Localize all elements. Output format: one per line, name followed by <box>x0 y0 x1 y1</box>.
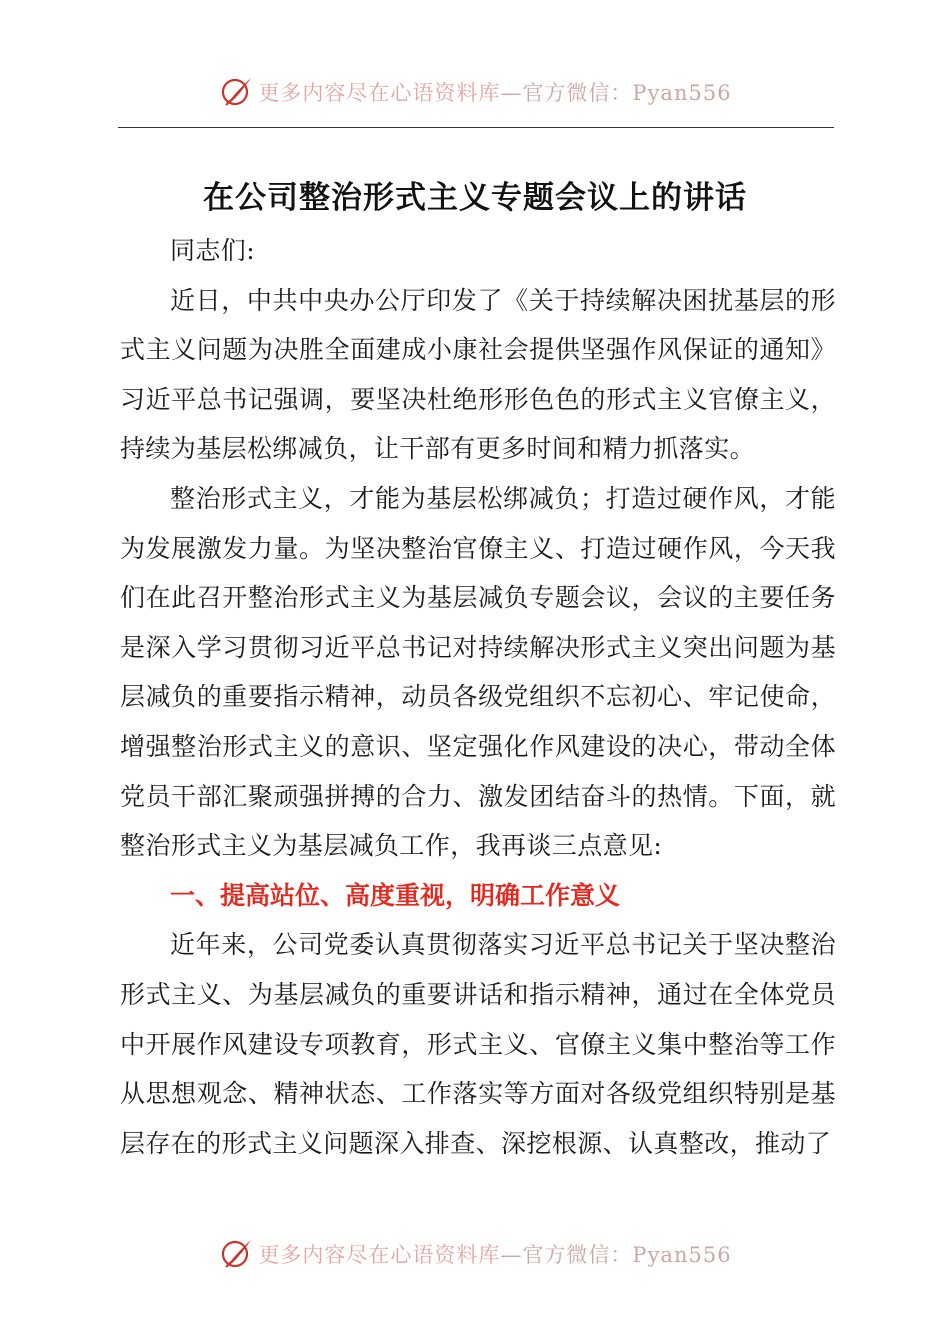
header-banner <box>0 70 950 114</box>
header-banner-text <box>258 77 731 107</box>
footer-banner <box>0 1232 950 1276</box>
feather-pen-logo-icon <box>218 74 254 110</box>
paragraph-1: 近日，中共中央办公厅印发了《关于持续解决困扰基层的形式主义问题为决胜全面建成小康社会提供坚强作风保证的通知》习近平总书记强调，要坚决杜绝形形色色的形式主义官僚主义，持续为基层松绑减负，让干部有更多时间和精力抓落实。 <box>120 285 836 464</box>
paragraph-2: 整治形式主义，才能为基层松绑减负；打造过硬作风，才能为发展激发力量。为坚决整治官僚主义、打造过硬作风，今天我们在此召开整治形式主义为基层减负专题会议，会议的主要任务是深入学习贯彻习近平总书记对持续解决形式主义突出问题为基层减负的重要指示精神，动员各级党组织不忘初心、牢记使命，增强整治形式主义的意识、坚定强化作风建设的决心，带动全体党员干部汇聚顽强拼搏的合力、激发团结奋斗的热情。下面，就整治形式主义为基层减负工作，我再谈三点意见: <box>120 483 836 861</box>
header-banner-lead: 更多内容尽在心语资料库 <box>258 81 501 105</box>
document-title: 在公司整治形式主义专题会议上的讲话 <box>203 180 747 216</box>
paragraph-3: 近年来，公司党委认真贯彻落实习近平总书记关于坚决整治形式主义、为基层减负的重要讲话和指示精神，通过在全体党员中开展作风建设专项教育，形式主义、官僚主义集中整治等工作从思想观念、精神状态、工作落实等方面对各级党组织特别是基层存在的形式主义问题深入排查、深挖根源、认真整改，推动了 <box>120 930 836 1158</box>
footer-banner-lead: 更多内容尽在心语资料库 <box>258 1243 501 1267</box>
footer-banner-text <box>258 1239 731 1269</box>
feather-pen-logo-icon <box>218 1236 254 1272</box>
document-body <box>120 226 836 1168</box>
section-heading-1: 一、提高站位、高度重视，明确工作意义 <box>170 880 621 910</box>
header-divider <box>118 127 834 128</box>
header-banner-rest: —官方微信：Pyan556 <box>500 81 732 105</box>
footer-banner-rest: —官方微信：Pyan556 <box>500 1243 732 1267</box>
salutation: 同志们: <box>170 236 256 265</box>
